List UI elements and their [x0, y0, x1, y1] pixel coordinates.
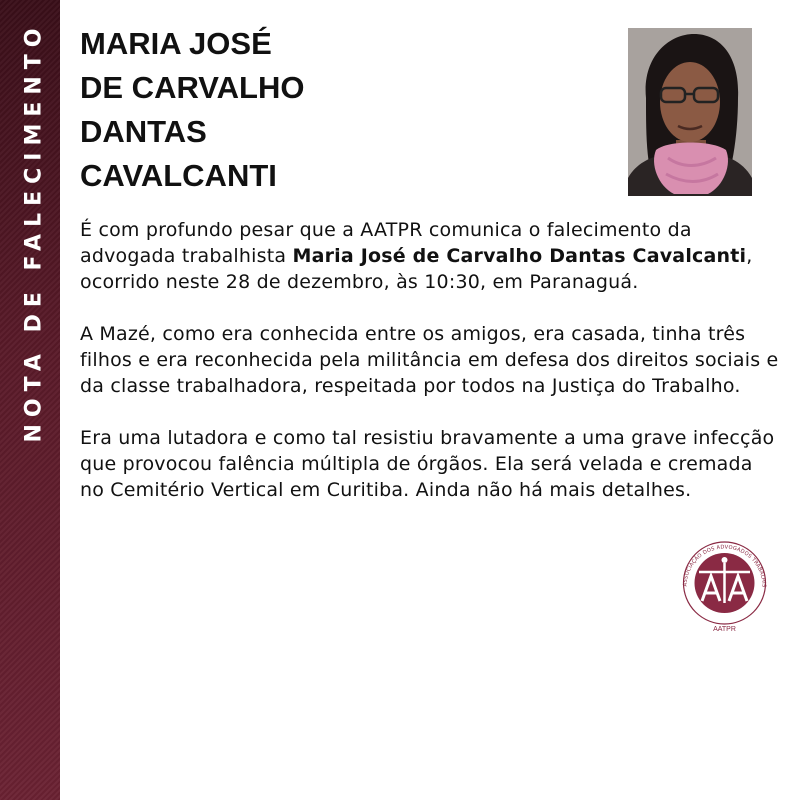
- paragraph-announcement: [80, 217, 780, 295]
- sidebar-label: NOTA DE FALECIMENTO: [21, 21, 47, 443]
- portrait-photo: [628, 28, 752, 196]
- aatpr-logo: [677, 539, 772, 634]
- deceased-name-title: [80, 22, 500, 198]
- paragraph-text: , ocorrido neste 28 de dezembro, às 10:30, em Paranaguá.: [80, 245, 753, 293]
- title-line: MARIA JOSÉ: [80, 26, 272, 61]
- logo-caption: AATPR: [713, 626, 736, 633]
- paragraph-details: Era uma lutadora e como tal resistiu bravamente a uma grave infecção que provocou falência múltipla de órgãos. Ela será velada e cremada no Cemitério Vertical em Curitiba. Ainda não há mais detalhes.: [80, 427, 775, 501]
- logo-ring-text: ASSOCIAÇÃO DOS ADVOGADOS TRABALHIS: [682, 544, 767, 588]
- title-line: CAVALCANTI: [80, 158, 277, 193]
- title-line: DE CARVALHO: [80, 70, 305, 105]
- sidebar-band: [0, 0, 60, 800]
- portrait-illustration: [628, 28, 752, 196]
- paragraph-biography: A Mazé, como era conhecida entre os amigos, era casada, tinha três filhos e era reconhecida pela militância em defesa dos direitos sociais e da classe trabalhadora, respeitada por todos na Justiça do Trabalho.: [80, 323, 779, 397]
- aatpr-seal-icon: [677, 539, 772, 634]
- paragraph-text: É com profundo pesar que a AATPR comunica o falecimento da advogada trabalhista: [80, 219, 692, 267]
- notice-body: [80, 217, 780, 529]
- title-line: DANTAS: [80, 114, 207, 149]
- deceased-name-bold: Maria José de Carvalho Dantas Cavalcanti: [292, 245, 747, 267]
